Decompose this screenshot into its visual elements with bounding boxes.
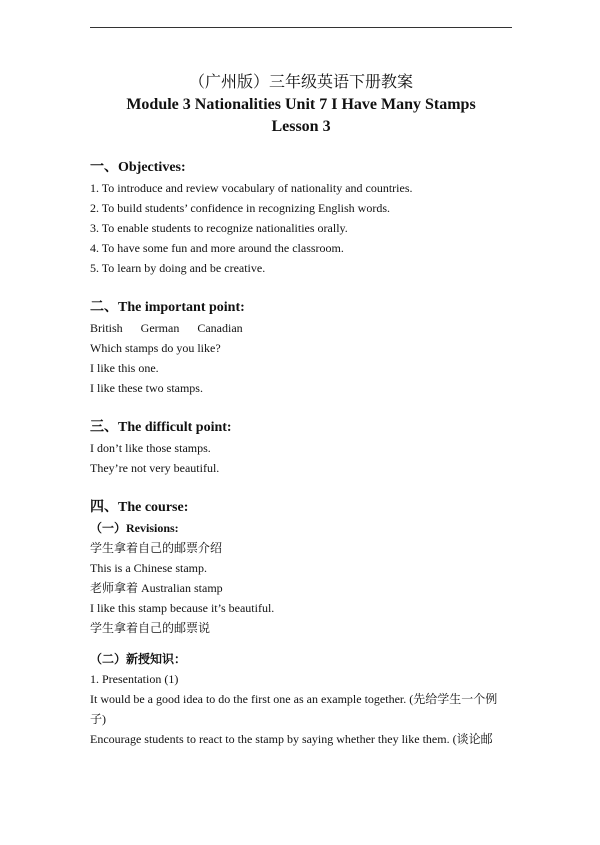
- presentation-line: It would be a good idea to do the first one as an example together. (先给学生一个例子): [90, 692, 498, 726]
- revisions-heading: （一）Revisions:: [90, 521, 179, 535]
- objective-item: 5. To learn by doing and be creative.: [90, 261, 266, 275]
- presentation-line: 1. Presentation (1): [90, 672, 179, 686]
- vocabulary-words: [90, 318, 512, 338]
- important-line: I like this one.: [90, 361, 159, 375]
- revision-line: 老师拿着 Australian stamp: [90, 581, 223, 595]
- important-line: Which stamps do you like?: [90, 341, 221, 355]
- revision-line: I like this stamp because it’s beautiful.: [90, 601, 275, 615]
- objective-item: 4. To have some fun and more around the classroom.: [90, 241, 344, 255]
- objective-item: 2. To build students’ confidence in recognizing English words.: [90, 201, 390, 215]
- presentation-line: Encourage students to react to the stamp by saying whether they like them. (谈论邮: [90, 732, 493, 746]
- difficult-line: I don’t like those stamps.: [90, 441, 211, 455]
- document-page: [90, 72, 512, 749]
- revision-line: 学生拿着自己的邮票介绍: [90, 541, 223, 555]
- important-point-heading: 二、The important point:: [90, 300, 245, 315]
- objective-item: 3. To enable students to recognize nationalities orally.: [90, 221, 348, 235]
- title-chinese: （广州版）三年级英语下册教案: [188, 74, 413, 91]
- important-line: I like these two stamps.: [90, 381, 203, 395]
- new-knowledge-heading: （二）新授知识：: [90, 652, 187, 666]
- objective-item: 1. To introduce and review vocabulary of nationality and countries.: [90, 181, 413, 195]
- word-german: German: [140, 321, 180, 335]
- header-rule: [90, 27, 512, 28]
- title-module: Module 3 Nationalities Unit 7 I Have Many Stamps: [126, 96, 476, 113]
- revision-line: 学生拿着自己的邮票说: [90, 621, 211, 635]
- course-heading: 四、The course:: [90, 500, 189, 515]
- difficult-line: They’re not very beautiful.: [90, 461, 220, 475]
- objectives-heading: 一、Objectives:: [90, 160, 186, 175]
- title-lesson: Lesson 3: [271, 118, 331, 135]
- revision-line: This is a Chinese stamp.: [90, 561, 207, 575]
- word-canadian: Canadian: [197, 321, 243, 335]
- difficult-point-heading: 三、The difficult point:: [90, 420, 232, 435]
- word-british: British: [90, 321, 123, 335]
